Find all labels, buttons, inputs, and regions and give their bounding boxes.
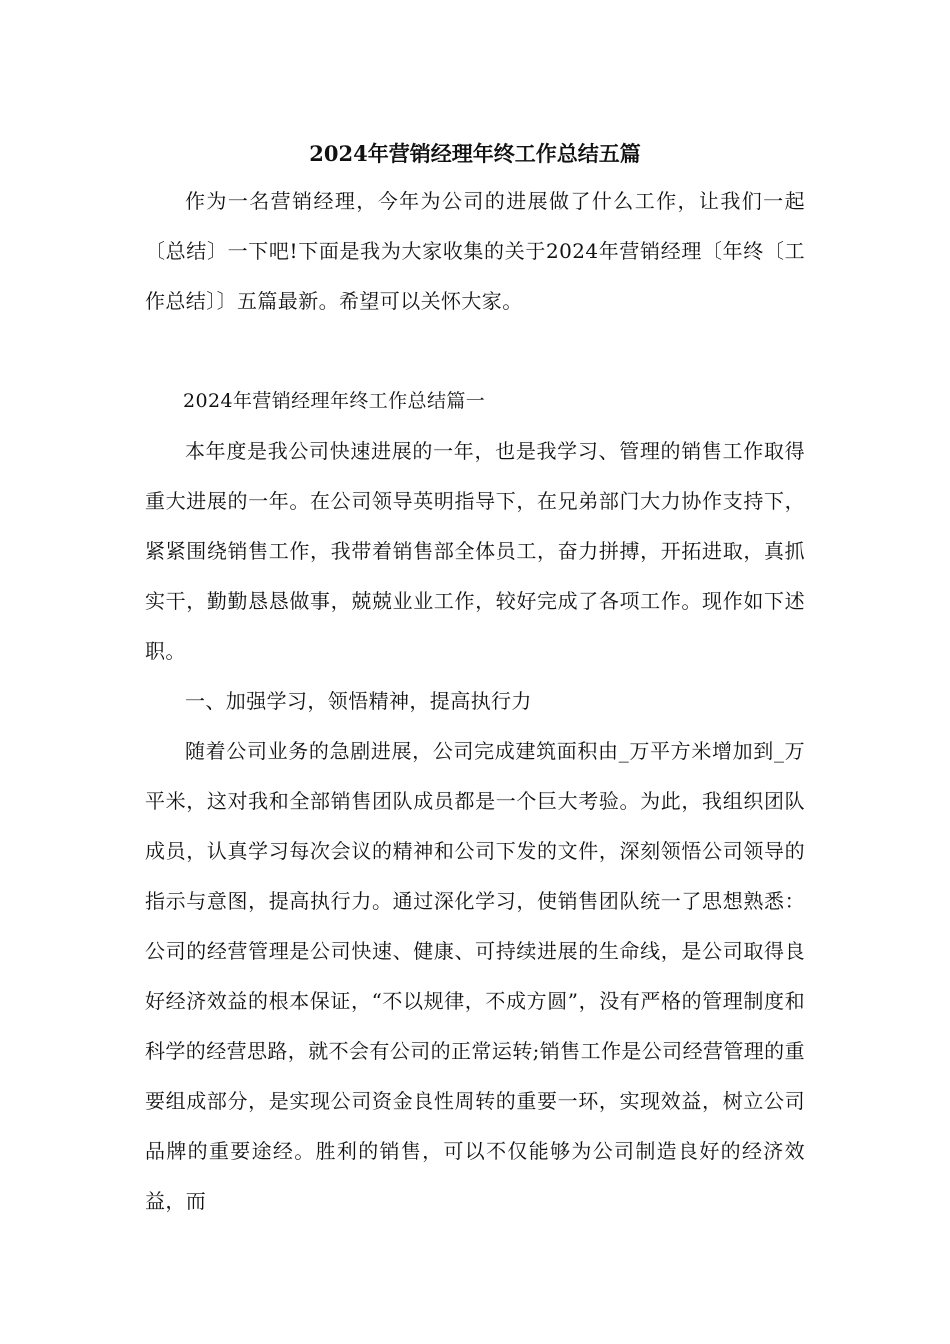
section-one: [145, 376, 805, 1226]
intro-block: [145, 176, 805, 326]
document-title: 2024年营销经理年终工作总结五篇: [309, 141, 641, 166]
section-title: 2024年营销经理年终工作总结篇一: [183, 390, 486, 412]
paragraph-1: 本年度是我公司快速进展的一年，也是我学习、管理的销售工作取得重大进展的一年。在公司领导英明指导下，在兄弟部门大力协作支持下，紧紧围绕销售工作，我带着销售部全体员工，奋力拼搏，开拓进取，真抓实干，勤勤恳恳做事，兢兢业业工作，较好完成了各项工作。现作如下述职。: [145, 439, 805, 663]
paragraph-2: 随着公司业务的急剧进展，公司完成建筑面积由_万平方米增加到_万平米，这对我和全部销售团队成员都是一个巨大考验。为此，我组织团队成员，认真学习每次会议的精神和公司下发的文件，深刻领悟公司领导的指示与意图，提高执行力。通过深化学习，使销售团队统一了思想熟悉：公司的经营管理是公司快速、健康、可持续进展的生命线，是公司取得良好经济效益的根本保证，“不以规律，不成方圆”，没有严格的管理制度和科学的经营思路，就不会有公司的正常运转;销售工作是公司经营管理的重要组成部分，是实现公司资金良性周转的重要一环，实现效益，树立公司品牌的重要途经。胜利的销售，可以不仅能够为公司制造良好的经济效益，而: [145, 739, 805, 1213]
heading-1: 一、加强学习，领悟精神，提高执行力: [185, 689, 532, 713]
intro-paragraph: 作为一名营销经理，今年为公司的进展做了什么工作，让我们一起〔总结〕一下吧!下面是我为大家收集的关于2024年营销经理〔年终〔工作总结〕〕五篇最新。希望可以关怀大家。: [145, 189, 805, 313]
